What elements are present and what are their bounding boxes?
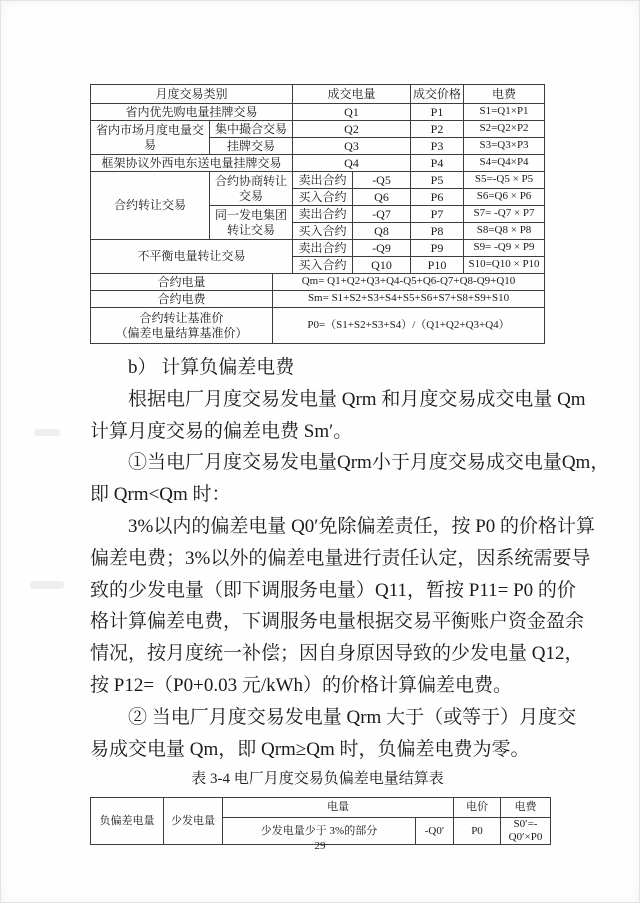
text-line: 即 Qrm<Qm 时： — [90, 484, 231, 506]
contract-side-cell: 卖出合约 — [293, 172, 353, 189]
header-fee: 电费 — [464, 85, 545, 104]
fee-cell: S4=Q4×P4 — [464, 155, 545, 172]
table-row — [91, 104, 545, 121]
price-cell: P3 — [411, 138, 464, 155]
summary-label-cell: 合约电费 — [91, 291, 273, 308]
table-row — [91, 155, 545, 172]
price-cell: P10 — [411, 257, 464, 274]
price-cell: P4 — [411, 155, 464, 172]
undergen-label-cell: 少发电量 — [164, 798, 223, 845]
volume-cell: Q3 — [293, 138, 411, 155]
table-row — [91, 172, 545, 189]
negative-deviation-settlement-table — [90, 797, 551, 845]
contract-side-cell: 买入合约 — [293, 257, 353, 274]
summary-label-cell: 合约电量 — [91, 274, 273, 291]
text-line: ② 当电厂月度交易发电量 Qrm 大于（或等于）月度交 — [128, 706, 577, 728]
text-line: 根据电厂月度交易发电量 Qrm 和月度交易成交电量 Qm — [128, 388, 586, 410]
price-cell: P1 — [411, 104, 464, 121]
base-price-label-line2: （偏差电量结算基准价） — [115, 325, 248, 340]
fee-cell: S2=Q2×P2 — [464, 121, 545, 138]
price-cell: P8 — [411, 223, 464, 240]
volume-cell: -Q9 — [353, 240, 411, 257]
contract-side-cell: 卖出合约 — [293, 206, 353, 223]
header-fee: 电费 — [501, 798, 551, 818]
volume-cell: -Q5 — [353, 172, 411, 189]
volume-cell: Q4 — [293, 155, 411, 172]
table-row — [91, 240, 545, 257]
scan-artifact — [30, 581, 64, 589]
header-price: 成交价格 — [411, 85, 464, 104]
text-line: 格计算偏差电费，下调服务电量根据交易平衡账户资金盈余 — [90, 611, 585, 633]
table-row — [91, 308, 545, 344]
text-line: 情况，按月度统一补偿；因自身原因导致的少发电量 Q12， — [90, 643, 584, 665]
table-caption: 表 3-4 电厂月度交易负偏差电量结算表 — [191, 771, 444, 787]
price-cell: P5 — [411, 172, 464, 189]
fee-cell: S9= -Q9 × P9 — [464, 240, 545, 257]
fee-cell: S5=-Q5 × P5 — [464, 172, 545, 189]
trade-type-cell: 省内优先购电量挂牌交易 — [91, 104, 293, 121]
base-price-label-line1: 合约转让基准价 — [139, 310, 224, 325]
text-line: 易成交电量 Qm，即 Qrm≥Qm 时，负偏差电费为零。 — [90, 738, 530, 760]
text-line: 按 P12=（P0+0.03 元/kWh）的价格计算偏差电费。 — [90, 674, 513, 696]
trade-type-cell: 框架协议外西电东送电量挂牌交易 — [91, 155, 293, 172]
trade-subgroup-cell: 同一发电集团转让交易 — [210, 206, 293, 240]
price-cell: P9 — [411, 240, 464, 257]
table-row — [91, 291, 545, 308]
contract-side-cell: 买入合约 — [293, 189, 353, 206]
scan-artifact — [34, 429, 60, 436]
price-cell: P6 — [411, 189, 464, 206]
trade-group-cell: 合约转让交易 — [91, 172, 210, 240]
trade-type-cell: 挂牌交易 — [210, 138, 293, 155]
text-line: b） 计算负偏差电费 — [128, 357, 295, 378]
summary-label-cell — [91, 308, 273, 344]
trade-group-cell: 不平衡电量转让交易 — [91, 240, 293, 274]
volume-cell: Q6 — [353, 189, 411, 206]
volume-cell: Q2 — [293, 121, 411, 138]
header-category: 月度交易类别 — [91, 85, 293, 104]
volume-desc-cell: 少发电量少于 3%的部分 — [223, 818, 416, 845]
trade-group-cell: 省内市场月度电量交易 — [91, 121, 210, 155]
price-cell: P0 — [454, 818, 501, 845]
monthly-trade-settlement-table — [90, 84, 545, 344]
text-line: 致的少发电量（即下调服务电量）Q11，暂按 P11= P0 的价 — [90, 579, 576, 601]
summary-formula-cell: Sm= S1+S2+S3+S4+S5+S6+S7+S8+S9+S10 — [273, 291, 545, 308]
price-cell: P2 — [411, 121, 464, 138]
body-text — [90, 352, 610, 765]
fee-cell: S7= -Q7 × P7 — [464, 206, 545, 223]
header-volume: 成交电量 — [293, 85, 411, 104]
text-line: ①当电厂月度交易发电量Qrm小于月度交易成交电量Qm， — [128, 452, 610, 474]
fee-cell: S6=Q6 × P6 — [464, 189, 545, 206]
trade-subgroup-cell: 合约协商转让交易 — [210, 172, 293, 206]
table-row — [91, 121, 545, 138]
fee-cell: S8=Q8 × P8 — [464, 223, 545, 240]
table-header-row — [91, 85, 545, 104]
volume-cell: Q1 — [293, 104, 411, 121]
text-line: 计算月度交易的偏差电费 Sm′。 — [90, 420, 353, 442]
volume-cell: Q10 — [353, 257, 411, 274]
trade-type-cell: 集中撮合交易 — [210, 121, 293, 138]
text-line: 3%以内的偏差电量 Q0′免除偏差责任，按 P0 的价格计算 — [128, 515, 596, 537]
negdev-label-cell: 负偏差电量 — [91, 798, 164, 845]
table-row — [91, 274, 545, 291]
text-line: 偏差电费；3%以外的偏差电量进行责任认定，因系统需要导 — [90, 547, 591, 569]
fee-cell: S1=Q1×P1 — [464, 104, 545, 121]
contract-side-cell: 卖出合约 — [293, 240, 353, 257]
page-number: 29 — [314, 840, 326, 852]
volume-cell: -Q0′ — [416, 818, 454, 845]
contract-side-cell: 买入合约 — [293, 223, 353, 240]
summary-formula-cell: P0=（S1+S2+S3+S4）/（Q1+Q2+Q3+Q4） — [273, 308, 545, 344]
price-cell: P7 — [411, 206, 464, 223]
fee-cell: S0′=-Q0′×P0 — [501, 818, 551, 845]
table-header-row — [91, 798, 551, 818]
header-price: 电价 — [454, 798, 501, 818]
volume-cell: Q8 — [353, 223, 411, 240]
summary-formula-cell: Qm= Q1+Q2+Q3+Q4-Q5+Q6-Q7+Q8-Q9+Q10 — [273, 274, 545, 291]
header-volume: 电量 — [223, 798, 454, 818]
fee-cell: S10=Q10 × P10 — [464, 257, 545, 274]
volume-cell: -Q7 — [353, 206, 411, 223]
fee-cell: S3=Q3×P3 — [464, 138, 545, 155]
